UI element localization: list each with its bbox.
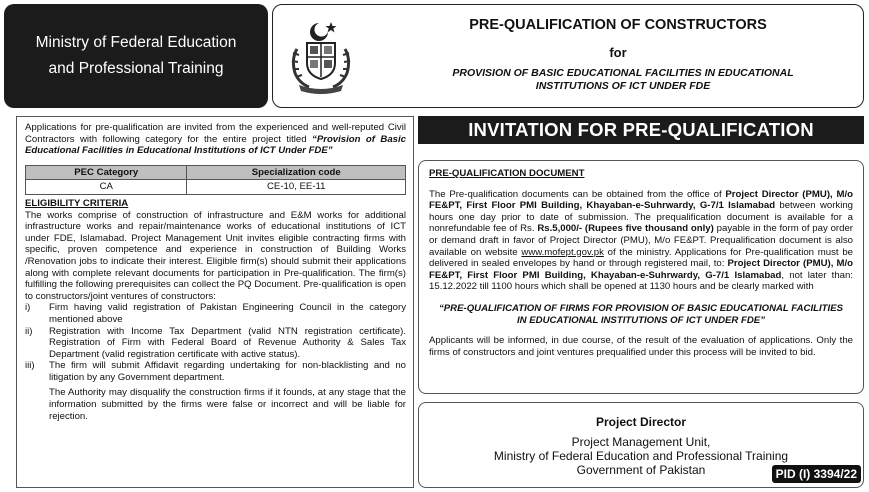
title-box <box>272 4 864 108</box>
pq-text-c: between working hours one day prior to date of submission. The prequalification document is available for a nonrefundable fee of Rs. <box>429 200 854 235</box>
ministry-line-2: and Professional Training <box>48 60 224 77</box>
list-item <box>25 360 406 383</box>
eligibility-text: The works comprise of construction of infrastructure and E&M works for additional infrastructure works and repair/maintenance works of educational institutions of ICT under FDE, Islamabad. Project Management Unit invites eligible contracting firms with specific, proven competence and experience in construction of Building Works /Renovation jobs to indicate their interest. Eligible firm(s) should submit their applications along with complete relevant documents for participation in Pre-qualification. The firm(s) fulfilling the following prerequisites can collect the PQ Document. Pre-qualification is open to constructors/joint ventures of constructors: <box>25 209 406 302</box>
ad-subtitle-line-1: PROVISION OF BASIC EDUCATIONAL FACILITIES IN EDUCATIONAL <box>452 67 794 79</box>
list-number: iii) <box>25 360 35 372</box>
contact-line-3: Government of Pakistan <box>576 463 706 477</box>
state-emblem-icon <box>289 19 353 95</box>
pq-office-address: Project Director (PMU), M/o FE&PT, First Floor PMI Building, Khayaban-e-Suhrwardy, G-7/1 Islamabad <box>429 188 853 212</box>
list-item <box>25 302 406 325</box>
pec-header-category: PEC Category <box>26 165 187 180</box>
contact-line-2: Ministry of Federal Education and Professional Training <box>493 449 789 463</box>
pq-document-paragraph <box>429 189 853 293</box>
intro-project-title: “Provision of Basic Educational Facilities in Educational Institutions of ICT Under FDE” <box>25 133 406 157</box>
pq-document-panel <box>418 160 864 394</box>
table-row <box>26 180 406 195</box>
website-link[interactable]: www.mofept.gov.pk <box>521 246 604 258</box>
contact-line-1: Project Management Unit, <box>571 435 711 449</box>
ministry-line-1: Ministry of Federal Education <box>35 34 237 51</box>
eligibility-title: ELIGIBILITY CRITERIA <box>25 197 129 209</box>
eligibility-panel <box>16 116 414 488</box>
pq-document-title: PRE-QUALIFICATION DOCUMENT <box>429 168 585 179</box>
pq-text-f: of the ministry. Applications for Pre-qualification must be delivered in sealed envelopes by hand or through registered mail, to: <box>429 246 854 270</box>
pq-text-h: , not later than: 15.12.2022 till 1100 hours which shall be opened at 1130 hours and be clearly marked with <box>429 269 853 293</box>
list-text: Firm having valid registration of Pakistan Engineering Council in the category mentioned above <box>49 302 406 325</box>
authority-note: The Authority may disqualify the construction firms if it founds, at any stage that the information submitted by the firms were false or incorrect and will be liable for rejection. <box>49 387 406 422</box>
envelope-marking: “PRE-QUALIFICATION OF FIRMS FOR PROVISION OF BASIC EDUCATIONAL FACILITIES IN EDUCATIONAL INSTITUTIONS OF ICT UNDER FDE” <box>438 302 843 326</box>
pq-delivery-address: Project Director (PMU), M/o FE&PT, First Floor PMI Building, Khayaban-e-Suhrwardy, G-7/1 Islamabad <box>429 258 853 281</box>
contact-title: Project Director <box>595 415 687 429</box>
list-number: i) <box>25 302 31 314</box>
pec-table <box>25 165 406 195</box>
list-item <box>25 326 406 361</box>
evaluation-paragraph: Applicants will be informed, in due course, of the result of the evaluation of applications. Only the firms of constructors and joint ventures prequalified under this process will be invited to bid. <box>429 335 853 358</box>
pq-text-e: payable in the form of pay order or demand draft in favor of Project Director (PMU), M/o FE&PT. Prequalification document is also available on website <box>429 223 853 258</box>
pec-header-specialization: Specialization code <box>187 165 406 180</box>
invitation-banner: INVITATION FOR PRE-QUALIFICATION <box>418 116 864 144</box>
list-text: The firm will submit Affidavit regarding undertaking for non-blacklisting and no litigation by any Government department. <box>49 360 406 383</box>
list-number: ii) <box>25 325 33 337</box>
pq-text-a: The Pre-qualification documents can be obtained from the office of <box>429 188 722 200</box>
pec-specialization-cell: CE-10, EE-11 <box>187 180 406 195</box>
intro-paragraph <box>25 122 406 157</box>
ad-subtitle-line-2: INSTITUTIONS OF ICT UNDER FDE <box>535 80 711 92</box>
ad-title: PRE-QUALIFICATION OF CONSTRUCTORS <box>469 17 767 33</box>
ad-subtitle <box>403 67 843 93</box>
list-text: Registration with Income Tax Department (valid NTN registration certificate). Registration of Firm with Federal Board of Revenue Authority & Sales Tax Department (valid registration certificate with active status). <box>49 325 406 360</box>
contact-panel <box>418 402 864 488</box>
pq-fee: Rs.5,000/- (Rupees five thousand only) <box>537 223 714 235</box>
ad-title-for: for <box>609 45 627 60</box>
intro-text: Applications for pre-qualification are invited from the experienced and well-reputed Civil Contractors with following category for the entire project titled <box>25 122 406 145</box>
pec-table-header-row <box>26 165 406 180</box>
pec-category-cell: CA <box>26 180 187 195</box>
ministry-box <box>4 4 268 108</box>
pid-badge: PID (I) 3394/22 <box>772 465 861 483</box>
